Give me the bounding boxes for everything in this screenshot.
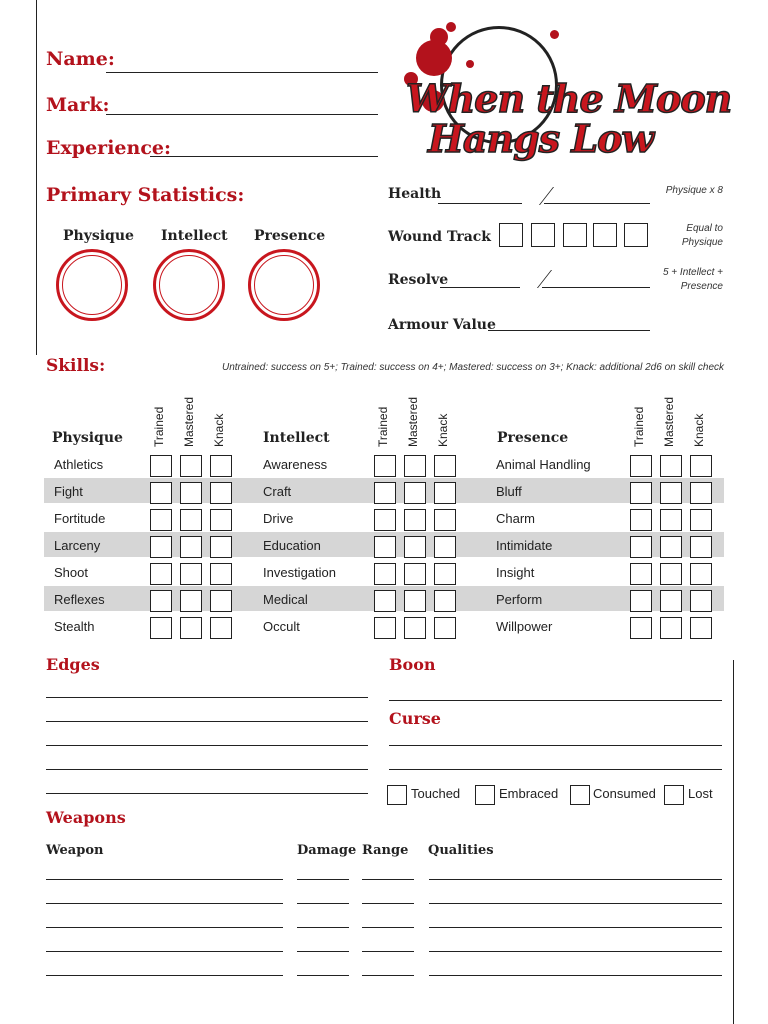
curse-consumed-checkbox[interactable] bbox=[570, 785, 590, 805]
skill-knack-checkbox[interactable] bbox=[690, 617, 712, 639]
skill-mastered-checkbox[interactable] bbox=[180, 509, 202, 531]
curse-consumed-label: Consumed bbox=[593, 786, 656, 801]
skill-label-willpower: Willpower bbox=[496, 619, 553, 634]
skill-knack-checkbox[interactable] bbox=[434, 536, 456, 558]
skill-label-perform: Perform bbox=[496, 592, 543, 607]
skill-mastered-checkbox[interactable] bbox=[660, 617, 682, 639]
skill-knack-checkbox[interactable] bbox=[434, 617, 456, 639]
skill-label-investigation: Investigation bbox=[263, 565, 336, 580]
skill-trained-checkbox[interactable] bbox=[374, 536, 396, 558]
resolve-divider bbox=[523, 270, 552, 288]
mark-field[interactable] bbox=[106, 114, 378, 115]
skill-knack-checkbox[interactable] bbox=[434, 563, 456, 585]
skill-group-physique: Physique bbox=[52, 430, 123, 446]
skill-knack-checkbox[interactable] bbox=[210, 482, 232, 504]
skill-mastered-checkbox[interactable] bbox=[404, 509, 426, 531]
curse-touched-checkbox[interactable] bbox=[387, 785, 407, 805]
skill-mastered-checkbox[interactable] bbox=[660, 536, 682, 558]
skill-knack-checkbox[interactable] bbox=[210, 563, 232, 585]
skill-mastered-checkbox[interactable] bbox=[180, 482, 202, 504]
skill-trained-checkbox[interactable] bbox=[630, 482, 652, 504]
skill-label-animal-handling: Animal Handling bbox=[496, 457, 591, 472]
skill-knack-checkbox[interactable] bbox=[434, 509, 456, 531]
weapon-name-field[interactable] bbox=[46, 903, 283, 904]
skill-label-drive: Drive bbox=[263, 511, 294, 526]
curse-lost-checkbox[interactable] bbox=[664, 785, 684, 805]
stat-label-physique: Physique bbox=[63, 228, 134, 244]
health-label: Health bbox=[388, 186, 442, 202]
skill-knack-checkbox[interactable] bbox=[434, 482, 456, 504]
weapon-qualities-field[interactable] bbox=[429, 975, 722, 976]
wound-box-1[interactable] bbox=[499, 223, 523, 247]
intellect-score-circle[interactable] bbox=[153, 249, 225, 321]
skill-knack-checkbox[interactable] bbox=[690, 482, 712, 504]
damage-column-header: Damage bbox=[297, 843, 357, 858]
stat-label-intellect: Intellect bbox=[161, 228, 228, 244]
weapons-title: Weapons bbox=[46, 808, 126, 827]
wound-box-5[interactable] bbox=[624, 223, 648, 247]
skill-mastered-checkbox[interactable] bbox=[404, 455, 426, 477]
skill-mastered-checkbox[interactable] bbox=[180, 617, 202, 639]
weapon-qualities-field[interactable] bbox=[429, 951, 722, 952]
skill-group-presence: Presence bbox=[497, 430, 569, 446]
wound-box-4[interactable] bbox=[593, 223, 617, 247]
skill-trained-checkbox[interactable] bbox=[630, 590, 652, 612]
skill-label-reflexes: Reflexes bbox=[54, 592, 105, 607]
curse-field-2[interactable] bbox=[389, 769, 722, 770]
skill-mastered-checkbox[interactable] bbox=[660, 509, 682, 531]
skill-label-craft: Craft bbox=[263, 484, 292, 499]
skill-knack-checkbox[interactable] bbox=[210, 617, 232, 639]
skill-trained-checkbox[interactable] bbox=[150, 617, 172, 639]
qualities-column-header: Qualities bbox=[428, 843, 494, 858]
skill-label-charm: Charm bbox=[496, 511, 536, 526]
logo-title-line1: When the Moon bbox=[406, 76, 732, 121]
skill-label-stealth: Stealth bbox=[54, 619, 95, 634]
logo bbox=[400, 20, 745, 170]
resolve-note: 5 + Intellect + Presence bbox=[662, 267, 723, 292]
skill-mastered-checkbox[interactable] bbox=[660, 482, 682, 504]
weapon-damage-field[interactable] bbox=[297, 879, 349, 880]
skill-mastered-checkbox[interactable] bbox=[404, 617, 426, 639]
skill-label-occult: Occult bbox=[263, 619, 300, 634]
col-header-knack: Knack bbox=[436, 413, 450, 447]
skill-knack-checkbox[interactable] bbox=[210, 590, 232, 612]
skill-knack-checkbox[interactable] bbox=[690, 509, 712, 531]
col-header-trained: Trained bbox=[152, 406, 166, 447]
skill-trained-checkbox[interactable] bbox=[150, 590, 172, 612]
col-header-mastered: Mastered bbox=[182, 396, 196, 447]
blood-splatter-icon bbox=[416, 40, 452, 76]
edges-line-4[interactable] bbox=[46, 769, 368, 770]
health-max-field[interactable] bbox=[544, 203, 650, 204]
weapon-range-field[interactable] bbox=[362, 879, 414, 880]
weapon-damage-field[interactable] bbox=[297, 975, 349, 976]
skill-knack-checkbox[interactable] bbox=[690, 455, 712, 477]
weapon-range-field[interactable] bbox=[362, 927, 414, 928]
right-border bbox=[733, 660, 734, 1024]
skill-trained-checkbox[interactable] bbox=[150, 563, 172, 585]
skill-mastered-checkbox[interactable] bbox=[404, 563, 426, 585]
logo-title-line2: Hangs Low bbox=[428, 116, 654, 161]
skill-label-awareness: Awareness bbox=[263, 457, 328, 472]
skill-label-shoot: Shoot bbox=[54, 565, 88, 580]
col-header-trained: Trained bbox=[376, 406, 390, 447]
skill-group-intellect: Intellect bbox=[263, 430, 330, 446]
skill-mastered-checkbox[interactable] bbox=[660, 563, 682, 585]
boon-field[interactable] bbox=[389, 700, 722, 701]
col-header-mastered: Mastered bbox=[406, 396, 420, 447]
skill-label-insight: Insight bbox=[496, 565, 535, 580]
skill-mastered-checkbox[interactable] bbox=[180, 536, 202, 558]
resolve-max-field[interactable] bbox=[542, 287, 650, 288]
skill-knack-checkbox[interactable] bbox=[690, 536, 712, 558]
weapon-name-field[interactable] bbox=[46, 927, 283, 928]
skills-rules-note: Untrained: success on 5+; Trained: success on 4+; Mastered: success on 3+; Knack: additional 2d6 on skill check bbox=[222, 362, 725, 373]
edges-line-2[interactable] bbox=[46, 721, 368, 722]
col-header-mastered: Mastered bbox=[662, 396, 676, 447]
skill-label-education: Education bbox=[263, 538, 321, 553]
skill-trained-checkbox[interactable] bbox=[374, 509, 396, 531]
skill-label-athletics: Athletics bbox=[54, 457, 104, 472]
name-label: Name: bbox=[46, 48, 115, 70]
weapon-damage-field[interactable] bbox=[297, 903, 349, 904]
weapon-qualities-field[interactable] bbox=[429, 879, 722, 880]
weapon-range-field[interactable] bbox=[362, 975, 414, 976]
weapon-range-field[interactable] bbox=[362, 951, 414, 952]
skill-mastered-checkbox[interactable] bbox=[404, 590, 426, 612]
col-header-trained: Trained bbox=[632, 406, 646, 447]
skill-label-intimidate: Intimidate bbox=[496, 538, 553, 553]
weapon-qualities-field[interactable] bbox=[429, 903, 722, 904]
presence-score-circle[interactable] bbox=[248, 249, 320, 321]
skill-trained-checkbox[interactable] bbox=[630, 563, 652, 585]
physique-score-circle[interactable] bbox=[56, 249, 128, 321]
resolve-current-field[interactable] bbox=[440, 287, 520, 288]
curse-embraced-label: Embraced bbox=[499, 786, 559, 801]
skill-label-larceny: Larceny bbox=[54, 538, 101, 553]
wound-box-3[interactable] bbox=[563, 223, 587, 247]
skill-trained-checkbox[interactable] bbox=[150, 482, 172, 504]
skill-label-medical: Medical bbox=[263, 592, 308, 607]
skill-trained-checkbox[interactable] bbox=[374, 590, 396, 612]
skill-trained-checkbox[interactable] bbox=[630, 509, 652, 531]
wound-box-2[interactable] bbox=[531, 223, 555, 247]
range-column-header: Range bbox=[362, 843, 409, 858]
weapon-range-field[interactable] bbox=[362, 903, 414, 904]
skill-label-bluff: Bluff bbox=[496, 484, 522, 499]
curse-embraced-checkbox[interactable] bbox=[475, 785, 495, 805]
curse-title: Curse bbox=[389, 709, 441, 728]
skill-trained-checkbox[interactable] bbox=[374, 482, 396, 504]
primary-statistics-title: Primary Statistics: bbox=[46, 184, 245, 206]
skill-mastered-checkbox[interactable] bbox=[404, 536, 426, 558]
skill-knack-checkbox[interactable] bbox=[434, 455, 456, 477]
weapon-column-header: Weapon bbox=[46, 843, 104, 858]
health-current-field[interactable] bbox=[438, 203, 522, 204]
armour-value-label: Armour Value bbox=[388, 317, 496, 333]
experience-label: Experience: bbox=[46, 137, 171, 159]
mark-label: Mark: bbox=[46, 94, 110, 116]
weapon-name-field[interactable] bbox=[46, 951, 283, 952]
left-border bbox=[36, 0, 37, 355]
curse-lost-label: Lost bbox=[688, 786, 713, 801]
skill-trained-checkbox[interactable] bbox=[630, 617, 652, 639]
col-header-knack: Knack bbox=[212, 413, 226, 447]
skill-knack-checkbox[interactable] bbox=[210, 455, 232, 477]
skill-trained-checkbox[interactable] bbox=[374, 563, 396, 585]
skill-label-fight: Fight bbox=[54, 484, 83, 499]
skill-mastered-checkbox[interactable] bbox=[180, 455, 202, 477]
edges-line-5[interactable] bbox=[46, 793, 368, 794]
skill-label-fortitude: Fortitude bbox=[54, 511, 106, 526]
weapon-damage-field[interactable] bbox=[297, 927, 349, 928]
skill-mastered-checkbox[interactable] bbox=[180, 563, 202, 585]
boon-title: Boon bbox=[389, 655, 436, 674]
curse-touched-label: Touched bbox=[411, 786, 461, 801]
skill-knack-checkbox[interactable] bbox=[210, 509, 232, 531]
skill-knack-checkbox[interactable] bbox=[434, 590, 456, 612]
weapon-qualities-field[interactable] bbox=[429, 927, 722, 928]
skill-trained-checkbox[interactable] bbox=[630, 455, 652, 477]
weapon-name-field[interactable] bbox=[46, 879, 283, 880]
skill-mastered-checkbox[interactable] bbox=[660, 590, 682, 612]
edges-line-3[interactable] bbox=[46, 745, 368, 746]
col-header-knack: Knack bbox=[692, 413, 706, 447]
skill-knack-checkbox[interactable] bbox=[210, 536, 232, 558]
skills-title: Skills: bbox=[46, 356, 106, 376]
skill-trained-checkbox[interactable] bbox=[150, 536, 172, 558]
edges-title: Edges bbox=[46, 655, 100, 674]
edges-line-1[interactable] bbox=[46, 697, 368, 698]
weapon-name-field[interactable] bbox=[46, 975, 283, 976]
experience-field[interactable] bbox=[150, 156, 378, 157]
armour-value-field[interactable] bbox=[488, 330, 650, 331]
wound-track-label: Wound Track bbox=[388, 229, 492, 245]
skill-trained-checkbox[interactable] bbox=[374, 455, 396, 477]
skill-mastered-checkbox[interactable] bbox=[180, 590, 202, 612]
resolve-label: Resolve bbox=[388, 272, 449, 288]
wound-track-note: Equal to Physique bbox=[681, 223, 723, 248]
stat-label-presence: Presence bbox=[254, 228, 326, 244]
skill-trained-checkbox[interactable] bbox=[150, 509, 172, 531]
weapon-damage-field[interactable] bbox=[297, 951, 349, 952]
skill-mastered-checkbox[interactable] bbox=[404, 482, 426, 504]
health-note: Physique x 8 bbox=[665, 185, 723, 196]
skill-knack-checkbox[interactable] bbox=[690, 563, 712, 585]
skill-trained-checkbox[interactable] bbox=[374, 617, 396, 639]
skill-mastered-checkbox[interactable] bbox=[660, 455, 682, 477]
skill-trained-checkbox[interactable] bbox=[630, 536, 652, 558]
curse-field-1[interactable] bbox=[389, 745, 722, 746]
skill-trained-checkbox[interactable] bbox=[150, 455, 172, 477]
name-field[interactable] bbox=[106, 72, 378, 73]
skill-knack-checkbox[interactable] bbox=[690, 590, 712, 612]
